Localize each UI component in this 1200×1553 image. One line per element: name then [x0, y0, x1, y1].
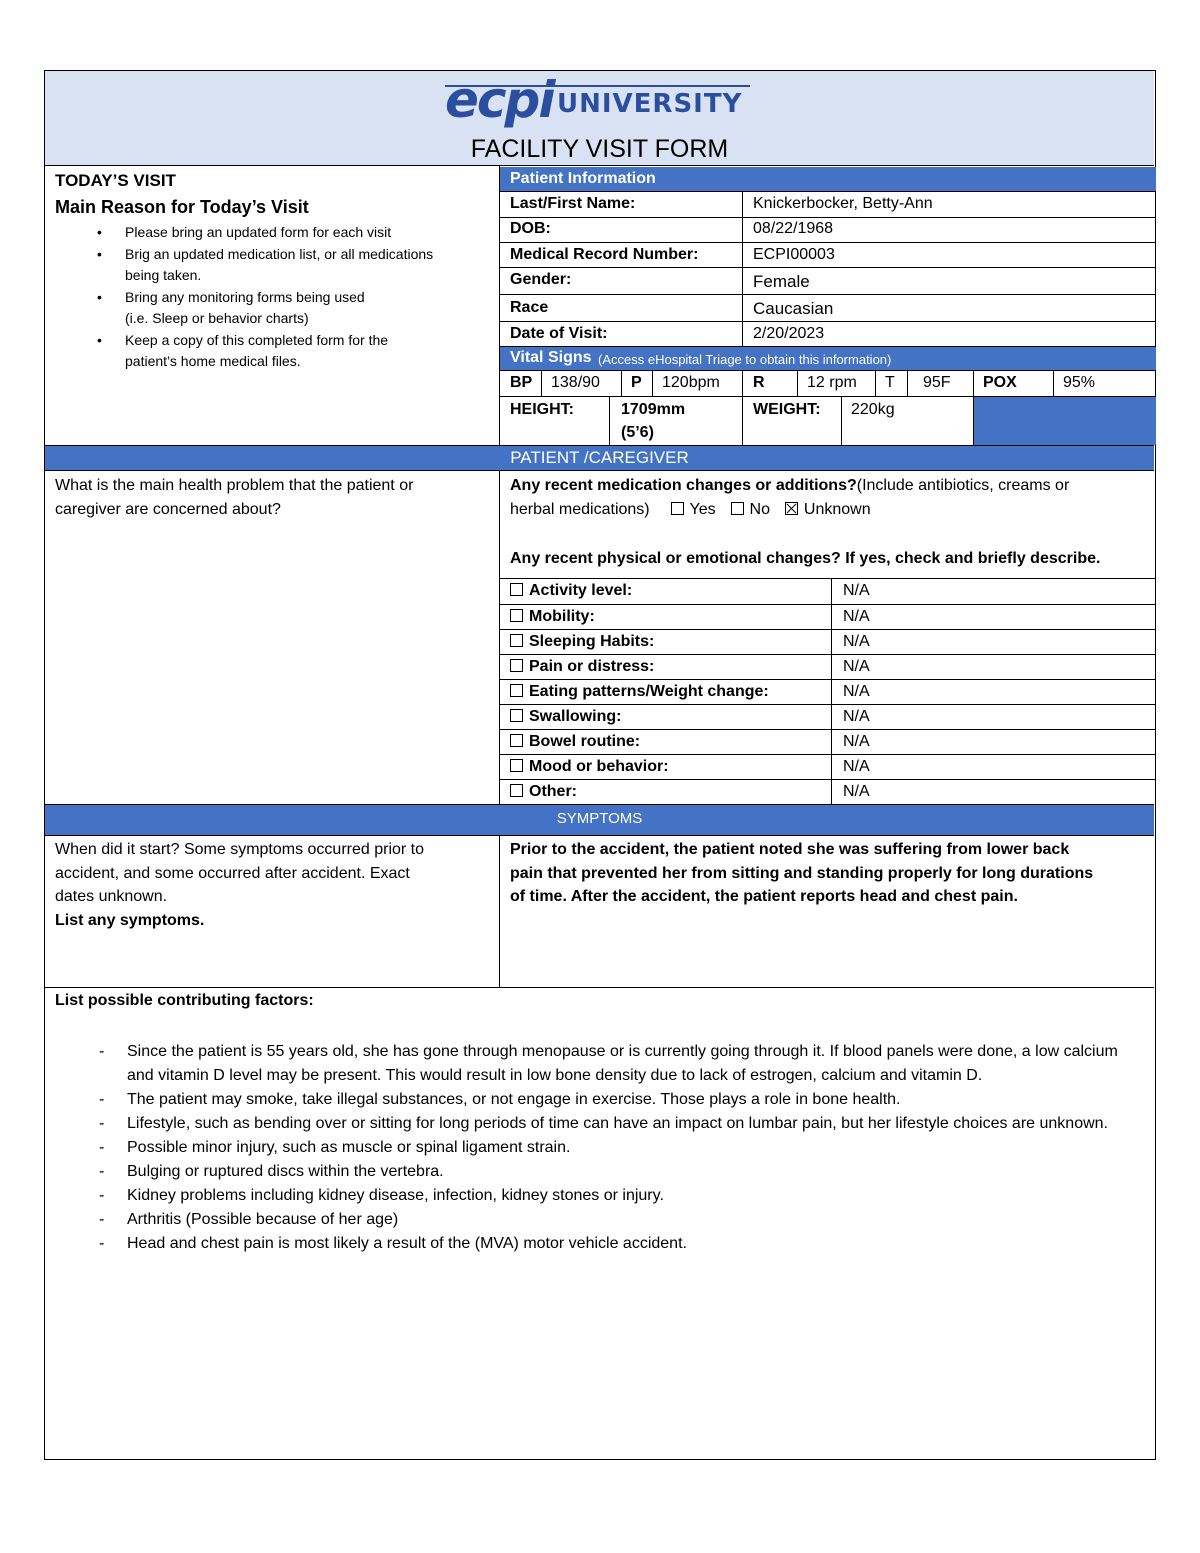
pulse-value: 120bpm [662, 374, 720, 391]
change-row-swallowing [510, 707, 621, 727]
change-label: Swallowing: [529, 708, 622, 725]
change-row-pain [510, 657, 654, 677]
main-problem-question-line2: caregiver are concerned about? [55, 501, 281, 518]
no-checkbox[interactable] [731, 502, 744, 515]
height-label: HEIGHT: [510, 401, 574, 418]
list-item: - Since the patient is 55 years old, she has gone through menopause or is currently going through it. If blood panels were done, a low calcium and vitamin D level may be present. This would result in low bone density due to lack of estrogen, calcium and vitamin D. [55, 1040, 1140, 1088]
list-item: being taken. [125, 267, 202, 283]
resp-label: R [753, 374, 765, 391]
change-label: Mobility: [529, 608, 595, 625]
list-item: (i.e. Sleep or behavior charts) [125, 310, 309, 326]
change-value: N/A [843, 608, 870, 625]
patient-info-heading: Patient Information [510, 170, 656, 187]
mobility-checkbox[interactable] [510, 609, 523, 622]
symptom-start-line2: accident, and some occurred after accident. Exact [55, 865, 410, 882]
dob-value: 08/22/1968 [753, 220, 834, 237]
bowel-checkbox[interactable] [510, 734, 523, 747]
caregiver-header [45, 445, 1154, 471]
change-value: N/A [843, 783, 870, 800]
change-value: N/A [843, 633, 870, 650]
change-label: Activity level: [529, 582, 633, 599]
change-value: N/A [843, 758, 870, 775]
vital-signs-note: (Access eHospital Triage to obtain this information) [598, 352, 892, 367]
factors-heading: List possible contributing factors: [55, 992, 314, 1009]
change-row-mood [510, 757, 669, 777]
yes-label: Yes [689, 501, 716, 518]
change-row-sleeping [510, 632, 654, 652]
list-item: - Lifestyle, such as bending over or sitting for long periods of time can have an impact on lumbar pain, but her lifestyle choices are unknown. [55, 1112, 1140, 1136]
dob-label: DOB: [510, 220, 551, 237]
list-item: patient’s home medical files. [125, 353, 301, 369]
mood-checkbox[interactable] [510, 759, 523, 772]
todays-visit-subheading: Main Reason for Today’s Visit [55, 197, 309, 217]
change-row-mobility [510, 607, 595, 627]
change-value: N/A [843, 683, 870, 700]
facility-visit-form [44, 70, 1156, 1460]
changes-question: Any recent physical or emotional changes? If yes, check and briefly describe. [510, 550, 1101, 567]
change-label: Bowel routine: [529, 733, 641, 750]
list-item: - Possible minor injury, such as muscle or spinal ligament strain. [55, 1136, 1140, 1160]
symptoms-heading: SYMPTOMS [556, 810, 643, 827]
symptom-start-line1: When did it start? Some symptoms occurred prior to [55, 841, 425, 858]
symptoms-header [45, 804, 1154, 836]
bp-value: 138/90 [551, 374, 600, 391]
mrn-label: Medical Record Number: [510, 246, 699, 263]
other-checkbox[interactable] [510, 784, 523, 797]
vital-signs-heading: Vital Signs [510, 349, 592, 366]
swallowing-checkbox[interactable] [510, 709, 523, 722]
change-row-other [510, 782, 577, 802]
symptom-desc-line3: of time. After the accident, the patient reports head and chest pain. [510, 888, 1018, 905]
eating-checkbox[interactable] [510, 684, 523, 697]
todays-visit-heading: TODAY’S VISIT [55, 171, 176, 190]
change-value: N/A [843, 582, 870, 599]
factors-list [55, 1040, 1140, 1256]
change-label: Eating patterns/Weight change: [529, 683, 769, 700]
form-header [45, 71, 1154, 166]
change-label: Other: [529, 783, 577, 800]
weight-label: WEIGHT: [753, 401, 821, 418]
bp-label: BP [510, 374, 533, 391]
list-item: • Brig an updated medication list, or all medications [55, 244, 495, 266]
name-value: Knickerbocker, Betty-Ann [753, 195, 933, 212]
pain-checkbox[interactable] [510, 659, 523, 672]
empty-vitals-cell [974, 397, 1156, 445]
list-item: • Keep a copy of this completed form for the [55, 330, 495, 352]
visit-date-value: 2/20/2023 [753, 325, 825, 342]
change-value: N/A [843, 733, 870, 750]
list-item: - Arthritis (Possible because of her age) [55, 1208, 1140, 1232]
no-label: No [749, 501, 770, 518]
race-label: Race [510, 299, 549, 316]
visit-instructions [55, 222, 495, 373]
change-row-eating [510, 682, 769, 702]
pox-value: 95% [1063, 374, 1096, 391]
symptom-start-line3: dates unknown. [55, 888, 168, 905]
main-problem-question-line1: What is the main health problem that the patient or [55, 477, 414, 494]
change-label: Pain or distress: [529, 658, 655, 675]
medication-question-line2: herbal medications) [510, 501, 650, 518]
height-feet: (5’6) [621, 424, 654, 441]
patient-info-header [500, 167, 1156, 191]
weight-value: 220kg [851, 401, 895, 418]
yes-checkbox[interactable] [671, 502, 684, 515]
height-value: 1709mm [621, 401, 686, 418]
list-item: - Bulging or ruptured discs within the vertebra. [55, 1160, 1140, 1184]
sleeping-checkbox[interactable] [510, 634, 523, 647]
medication-question-rest: (Include antibiotics, creams or [856, 477, 1070, 494]
pox-label: POX [983, 374, 1017, 391]
pulse-label: P [631, 374, 642, 391]
list-item: • Please bring an updated form for each visit [55, 222, 495, 244]
logo-mark: ecpi [445, 71, 554, 129]
resp-value: 12 rpm [807, 374, 857, 391]
page-title: FACILITY VISIT FORM [470, 135, 729, 163]
change-value: N/A [843, 708, 870, 725]
symptom-desc-line2: pain that prevented her from sitting and standing properly for long durations [510, 865, 1094, 882]
gender-value: Female [753, 272, 810, 291]
list-item: • Bring any monitoring forms being used [55, 287, 495, 309]
change-row-bowel [510, 732, 640, 752]
symptom-desc-line1: Prior to the accident, the patient noted she was suffering from lower back [510, 841, 1070, 858]
logo-word: UNIVERSITY [557, 89, 743, 119]
race-value: Caucasian [753, 299, 834, 318]
gender-label: Gender: [510, 271, 572, 288]
mrn-value: ECPI00003 [753, 246, 835, 263]
medication-question-bold: Any recent medication changes or additions? [510, 477, 857, 494]
temp-label: T [885, 374, 895, 391]
list-item: - The patient may smoke, take illegal substances, or not engage in exercise. Those plays a role in bone health. [55, 1088, 1140, 1112]
caregiver-heading: PATIENT /CAREGIVER [510, 448, 689, 467]
list-item: - Kidney problems including kidney disease, infection, kidney stones or injury. [55, 1184, 1140, 1208]
visit-date-label: Date of Visit: [510, 325, 608, 342]
activity-checkbox[interactable] [510, 583, 523, 596]
medication-options [510, 500, 871, 520]
list-item: - Head and chest pain is most likely a result of the (MVA) motor vehicle accident. [55, 1232, 1140, 1256]
medication-question [510, 476, 1069, 496]
unknown-checkbox-checked[interactable] [785, 502, 798, 515]
list-symptoms-label: List any symptoms. [55, 912, 205, 929]
temp-value: 95F [923, 374, 951, 391]
change-label: Mood or behavior: [529, 758, 669, 775]
vital-signs-header [500, 346, 1156, 370]
unknown-label: Unknown [803, 501, 871, 518]
change-value: N/A [843, 658, 870, 675]
change-row-activity [510, 581, 632, 601]
change-label: Sleeping Habits: [529, 633, 655, 650]
name-label: Last/First Name: [510, 195, 636, 212]
